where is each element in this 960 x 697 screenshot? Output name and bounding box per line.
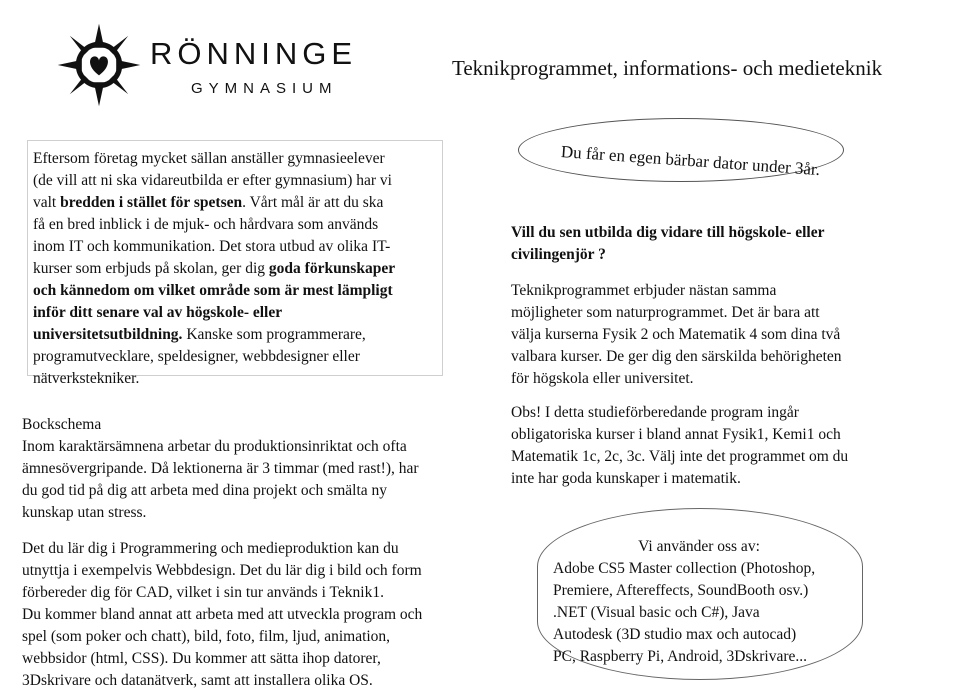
bockschema-line: Inom karaktärsämnena arbetar du produktionsinriktat och ofta [22,438,407,455]
intro-line [33,280,395,302]
intro-segment: kurser som erbjuds på skolan, ger dig [33,260,269,277]
school-logo-icon [56,22,142,108]
intro-line [33,236,395,258]
obs-line: Matematik 1c, 2c, 3c. Välj inte det programmet om du [511,448,849,465]
tools-line: Premiere, Aftereffects, SoundBooth osv.) [553,582,809,599]
intro-segment: bredden i stället för spetsen [60,194,243,211]
intro-segment: och kännedom om vilket område som är mest lämpligt [33,282,393,299]
higher-education-heading: civilingenjör ? [511,246,606,263]
intro-line [33,346,395,368]
higher-education-line: valbara kurser. De ger dig den särskilda behörigheten [511,348,842,365]
intro-line [33,192,395,214]
intro-line [33,258,395,280]
intro-segment: inom IT och kommunikation. Det stora utbud av olika IT- [33,238,391,255]
higher-education-line: för högskola eller universitet. [511,370,694,387]
obs-line: inte har goda kunskaper i matematik. [511,470,741,487]
intro-segment: universitetsutbildning. [33,326,183,343]
programming-line: webbsidor (html, CSS). Du kommer att sätta ihop datorer, [22,650,381,667]
higher-education-heading: Vill du sen utbilda dig vidare till högskole- eller [511,224,825,241]
higher-education-section [511,222,842,390]
programming-line: Det du lär dig i Programmering och medieproduktion kan du [22,540,399,557]
intro-line [33,302,395,324]
intro-segment: Eftersom företag mycket sällan anställer gymnasieelever [33,150,385,167]
intro-line [33,324,395,346]
tools-heading: Vi använder oss av: [638,538,760,555]
bockschema-heading: Bockschema [22,416,102,433]
brand-subtitle: GYMNASIUM [191,80,338,97]
intro-segment: Kanske som programmerare, [182,326,366,343]
programming-line: 3Dskrivare och datanätverk, samt att installera olika OS. [22,672,373,689]
intro-segment: (de vill att ni ska vidareutbilda er efter gymnasium) har vi [33,172,392,189]
programming-line: Du kommer bland annat att arbeta med att utveckla program och [22,606,423,623]
intro-segment: goda förkunskaper [268,260,396,277]
intro-segment: . Vårt mål är att du ska [242,194,384,211]
higher-education-line: möjligheter som naturprogrammet. Det är bara att [511,304,820,321]
programming-section [22,538,422,692]
bockschema-line: ämnesövergripande. Då lektionerna är 3 timmar (med rast!), har [22,460,419,477]
programming-line: spel (som poker och chatt), bild, foto, film, ljud, animation, [22,628,391,645]
intro-text [33,148,395,390]
brand-name: RÖNNINGE [150,36,358,71]
intro-line [33,214,395,236]
higher-education-line: välja kurserna Fysik 2 och Matematik 4 som dina två [511,326,841,343]
programming-line: utnyttja i exempelvis Webbdesign. Det du lär dig i bild och form [22,562,422,579]
intro-segment: nätverkstekniker. [33,370,140,387]
obs-line: Obs! I detta studieförberedande program ingår [511,404,799,421]
bockschema-section [22,414,419,524]
intro-line [33,148,395,170]
higher-education-line: Teknikprogrammet erbjuder nästan samma [511,282,777,299]
tools-line: Autodesk (3D studio max och autocad) [553,626,797,643]
intro-segment: få en bred inblick i de mjuk- och hårdvara som används [33,216,379,233]
intro-segment: valt [33,194,61,211]
programming-line: förbereder dig för CAD, vilket i sin tur används i Teknik1. [22,584,384,601]
tools-section [553,536,845,668]
intro-segment: inför ditt senare val av högskole- eller [33,304,283,321]
tools-line: PC, Raspberry Pi, Android, 3Dskrivare... [553,648,808,665]
tools-line: Adobe CS5 Master collection (Photoshop, [553,560,816,577]
bockschema-line: du god tid på dig att arbeta med dina projekt och smälta ny [22,482,388,499]
laptop-callout-text: Du får en egen bärbar dator under 3år. [560,142,821,180]
intro-segment: programutvecklare, speldesigner, webbdesigner eller [33,348,360,365]
bockschema-line: kunskap utan stress. [22,504,147,521]
tools-line: .NET (Visual basic och C#), Java [553,604,760,621]
obs-section [511,402,848,490]
obs-line: obligatoriska kurser i bland annat Fysik1, Kemi1 och [511,426,841,443]
program-title: Teknikprogrammet, informations- och medieteknik [452,56,883,80]
intro-line [33,368,395,390]
intro-line [33,170,395,192]
